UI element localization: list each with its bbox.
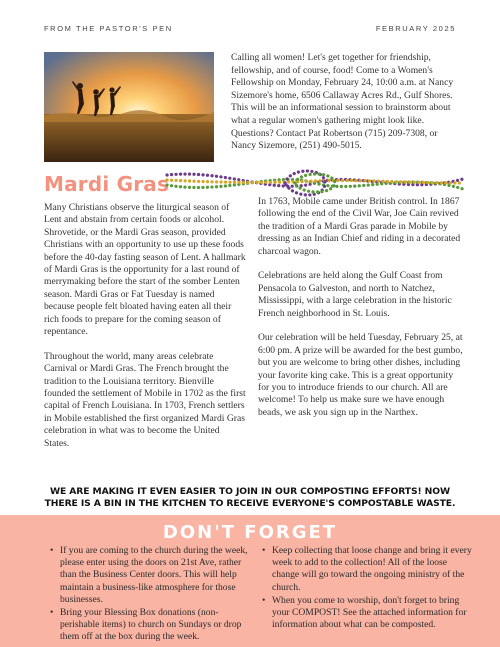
section-label: FROM THE PASTOR'S PEN [44, 24, 173, 33]
list-item: • Keep collecting that loose change and bring it every week to add to the collection! All of the loose change will go toward the ongoing ministry of the church. [262, 545, 472, 594]
paragraph: Celebrations are held along the Gulf Coast from Pensacola to Galveston, and north to Natchez, Mississippi, with a large celebration in the historic French neighborhood in St. Louis. [258, 270, 452, 319]
list-item: • If you are coming to the church during the week, please enter using the doors on 21st Ave, rather than the Business Center doors. This will help maintain a business-like atmosphere for those businesses. [50, 545, 255, 606]
dont-forget-banner [0, 515, 500, 647]
mardi-gras-heading: Mardi Gras [44, 172, 170, 196]
paragraph: In 1763, Mobile came under British control. In 1867 following the end of the Civil War, Joe Cain revived the tradition of a Mardi Gras parade in Mobile by dressing as an Indian Chief and riding in a decorated charcoal wagon. [258, 196, 461, 257]
womens-fellowship-notice: Calling all women! Let's get together for friendship, fellowship, and of course, food! Come to a Women's Fellowship on Monday, February 24, 10:00 a.m. at Nancy Sizemore's home, 6506 Callaway Acres Rd., Gulf Shores. This will be an informational session to brainstorm about what a regular women's gathering might look like. Questions? Contact Pat Robertson (715) 209-7308, or Nancy Sizemore, (251) 490-5015. [231, 52, 454, 152]
paragraph: Throughout the world, many areas celebrate Carnival or Mardi Gras. The French brought the tradition to the Louisiana territory. Bienville founded the settlement of Mobile in 1702 as the first capital of French Louisiana. In 1703, French settlers in Mobile established the first organized Mardi Gras celebration in what was to become the United States. [44, 350, 246, 449]
dont-forget-heading: DON'T FORGET [162, 522, 338, 543]
composting-line-1: WE ARE MAKING IT EVEN EASIER TO JOIN IN OUR COMPOSTING EFFORTS! NOW [49, 486, 451, 497]
issue-date: FEBRUARY 2025 [375, 24, 456, 33]
page-header [44, 24, 456, 36]
dont-forget-right-list [262, 545, 472, 632]
sunset-field-photo [44, 52, 214, 162]
mardi-gras-left-column [44, 202, 246, 463]
list-item: • When you come to worship, don't forget to bring your COMPOST! See the attached information for information about what can be composted. [262, 595, 472, 632]
paragraph: Many Christians observe the liturgical season of Lent and abstain from certain foods or alcohol. Shrovetide, or the Mardi Gras season, provided Christians with an opportunity to use up these foods before the 40-day fasting season of Lent. A hallmark of Mardi Gras is the opportunity for a last round of merrymaking before the start of the somber Lenten season. Mardi Gras or Fat Tuesday is named because people felt bloated having eaten all their rich foods to prepare for the coming season of repentance. [44, 202, 246, 338]
dont-forget-left-list [50, 545, 255, 645]
composting-announcement [36, 486, 464, 510]
composting-line-2: THERE IS A BIN IN THE KITCHEN TO RECEIVE EVERYONE'S COMPOSTABLE WASTE. [44, 498, 456, 509]
mardi-gras-right-column [258, 196, 463, 432]
paragraph: Our celebration will be held Tuesday, February 25, at 6:00 pm. A prize will be awarded for the best gumbo, but you are welcome to bring other dishes, including your favorite king cake. This is a great opportunity for you to introduce friends to our church. All are welcome! To help us make sure we have enough beads, we ask you sign up in the Narthex. [258, 332, 463, 418]
list-item: • Bring your Blessing Box donations (non-perishable items) to church on Sundays or drop them off at the box during the week. [50, 607, 255, 644]
